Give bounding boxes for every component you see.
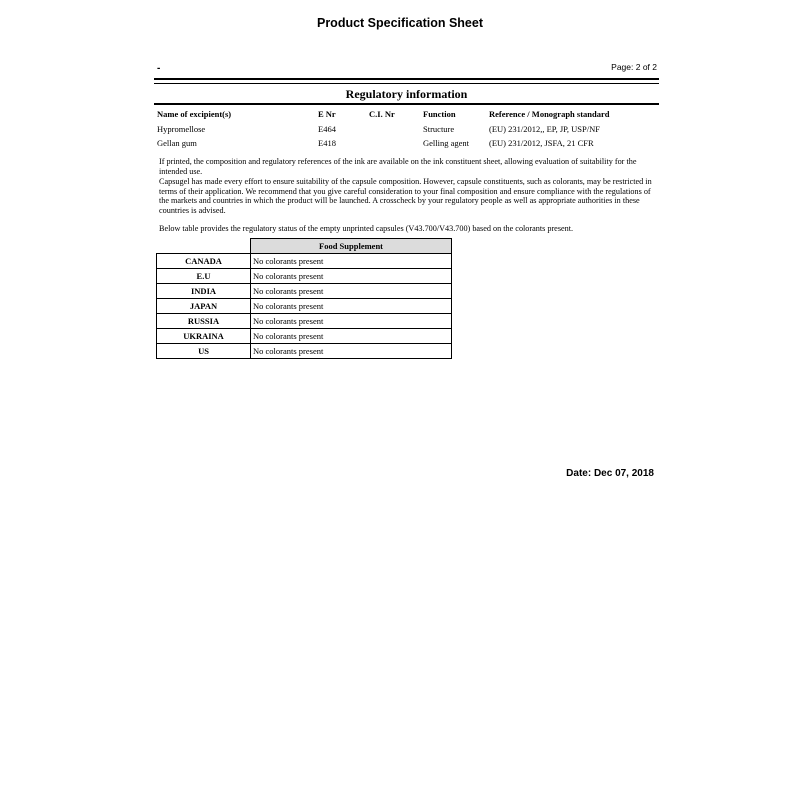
excipient-e-nr: E418 bbox=[318, 138, 336, 148]
table-row bbox=[157, 344, 452, 359]
country-cell: US bbox=[157, 344, 251, 359]
page-number: Page: 2 of 2 bbox=[611, 62, 657, 72]
header-rule bbox=[154, 78, 659, 80]
table-row bbox=[157, 299, 452, 314]
status-cell: No colorants present bbox=[251, 314, 452, 329]
section-rule bbox=[154, 103, 659, 105]
excipient-table bbox=[154, 106, 659, 150]
table-row bbox=[157, 329, 452, 344]
country-cell: UKRAINA bbox=[157, 329, 251, 344]
ink-note: If printed, the composition and regulatory references of the ink are available on the ink constituent sheet, allowing evaluation of suitability for the intended use. bbox=[159, 157, 637, 176]
header-dash: - bbox=[157, 63, 161, 74]
table-row bbox=[157, 254, 452, 269]
document-date: Date: Dec 07, 2018 bbox=[566, 468, 654, 479]
col-function: Function bbox=[423, 109, 456, 119]
excipient-function: Structure bbox=[423, 124, 455, 134]
excipient-ci-nr bbox=[366, 122, 420, 136]
status-cell: No colorants present bbox=[251, 284, 452, 299]
country-cell: JAPAN bbox=[157, 299, 251, 314]
table-intro-note: Below table provides the regulatory status of the empty unprinted capsules (V43.700/V43.700) based on the colorants present. bbox=[159, 224, 574, 233]
col-name: Name of excipient(s) bbox=[157, 109, 232, 119]
col-ci-nr: C.I. Nr bbox=[369, 109, 395, 119]
regulatory-status-table bbox=[156, 238, 452, 359]
section-heading: Regulatory information bbox=[345, 87, 468, 101]
excipient-reference: (EU) 231/2012,, EP, JP, USP/NF bbox=[489, 124, 600, 134]
status-cell: No colorants present bbox=[251, 254, 452, 269]
status-cell: No colorants present bbox=[251, 269, 452, 284]
col-reference: Reference / Monograph standard bbox=[489, 109, 610, 119]
header-rule-thin bbox=[154, 83, 659, 84]
excipient-header-row bbox=[154, 106, 659, 122]
col-food-supplement: Food Supplement bbox=[251, 239, 452, 254]
country-cell: E.U bbox=[157, 269, 251, 284]
col-e-nr: E Nr bbox=[318, 109, 336, 119]
table-row bbox=[157, 269, 452, 284]
excipient-name: Hypromellose bbox=[157, 124, 206, 134]
status-cell: No colorants present bbox=[251, 329, 452, 344]
table-row bbox=[154, 136, 659, 150]
table-row bbox=[154, 122, 659, 136]
capsugel-note: Capsugel has made every effort to ensure suitability of the capsule composition. However, capsule constituents, such as colorants, may be restricted in terms of their application. We recommend that you give careful consideration to your final composition and ensure compliance with the regulations of the markets and countries in which the product will be launched. A crosscheck by your regulatory people as well as appropriate authorities in these countries is advised. bbox=[159, 177, 652, 215]
excipient-e-nr: E464 bbox=[318, 124, 336, 134]
excipient-name: Gellan gum bbox=[157, 138, 197, 148]
status-cell: No colorants present bbox=[251, 344, 452, 359]
excipient-ci-nr bbox=[366, 136, 420, 150]
country-cell: RUSSIA bbox=[157, 314, 251, 329]
status-cell: No colorants present bbox=[251, 299, 452, 314]
table-row bbox=[157, 284, 452, 299]
status-header-row bbox=[157, 239, 452, 254]
document-title: Product Specification Sheet bbox=[316, 16, 483, 30]
country-cell: CANADA bbox=[157, 254, 251, 269]
excipient-function: Gelling agent bbox=[423, 138, 470, 148]
country-cell: INDIA bbox=[157, 284, 251, 299]
table-row bbox=[157, 314, 452, 329]
empty-header-cell bbox=[157, 239, 251, 254]
excipient-reference: (EU) 231/2012, JSFA, 21 CFR bbox=[489, 138, 594, 148]
